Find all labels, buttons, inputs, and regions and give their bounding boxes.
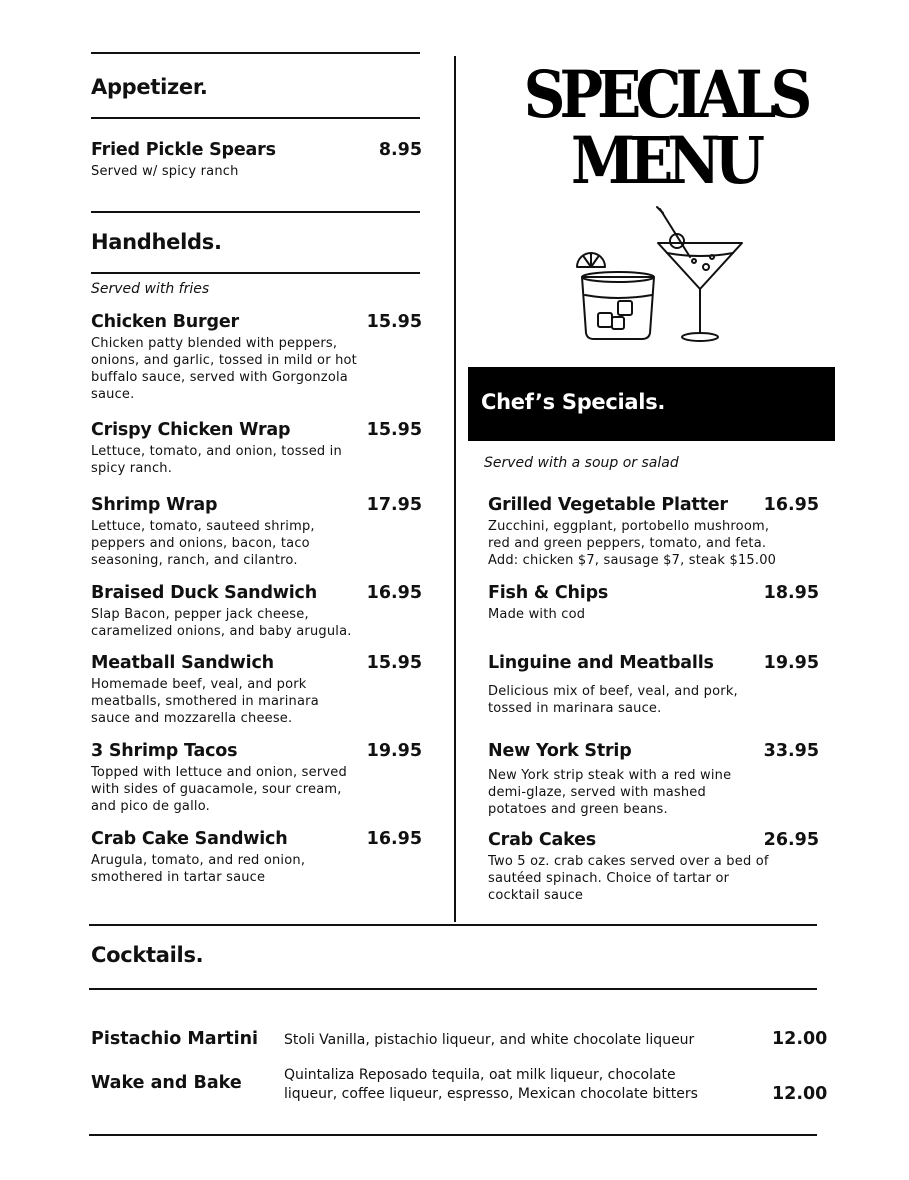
column-divider: [454, 56, 456, 922]
item-description: Chicken patty blended with peppers, onions, and garlic, tossed in mild or hot buffalo sauce, served with Gorgonzola sauce.: [91, 336, 357, 402]
cocktail-description: Stoli Vanilla, pistachio liqueur, and white chocolate liqueur: [284, 1032, 695, 1048]
chefs-note: Served with a soup or salad: [484, 455, 679, 471]
cocktail-name: Pistachio Martini: [91, 1029, 259, 1049]
item-name: Crab Cake Sandwich: [91, 829, 288, 849]
cocktail-glasses-icon: [572, 205, 747, 345]
chefs-specials-banner: [468, 367, 835, 441]
menu-item: [91, 653, 422, 727]
appetizer-heading: Appetizer.: [91, 75, 208, 99]
item-name: Braised Duck Sandwich: [91, 583, 317, 603]
menu-item: [91, 495, 422, 569]
cocktail-description: Quintaliza Reposado tequila, oat milk liqueur, chocolate liqueur, coffee liqueur, espresso, Mexican chocolate bitters: [284, 1067, 698, 1102]
menu-item: [91, 829, 422, 886]
item-price: 26.95: [763, 830, 819, 850]
item-price: 19.95: [366, 741, 422, 761]
rule-handhelds-top: [91, 211, 420, 213]
menu-item: [91, 583, 422, 640]
item-description: Homemade beef, veal, and pork meatballs, smothered in marinara sauce and mozzarella cheese.: [91, 677, 319, 726]
chefs-specials-heading: Chef’s Specials.: [481, 390, 666, 414]
cocktails-heading: Cocktails.: [91, 943, 204, 967]
item-description: Served w/ spicy ranch: [91, 164, 239, 179]
item-price: 33.95: [763, 741, 819, 761]
item-description: Lettuce, tomato, and onion, tossed in spicy ranch.: [91, 444, 342, 476]
menu-item: [91, 420, 422, 477]
menu-title-specials: SPECIALS: [523, 56, 807, 133]
rule-cocktails-top: [89, 924, 817, 926]
item-name: Fish & Chips: [488, 583, 609, 603]
item-price: 15.95: [366, 312, 422, 332]
item-description: New York strip steak with a red wine demi-glaze, served with mashed potatoes and green beans.: [488, 768, 732, 817]
item-description: Slap Bacon, pepper jack cheese, caramelized onions, and baby arugula.: [91, 607, 352, 639]
item-name: Fried Pickle Spears: [91, 140, 276, 160]
rule-handhelds-under: [91, 272, 420, 274]
handhelds-note: Served with fries: [91, 281, 210, 297]
menu-item: [91, 312, 422, 403]
item-name: Crab Cakes: [488, 830, 597, 850]
menu-item: [488, 583, 819, 623]
item-description: Zucchini, eggplant, portobello mushroom, red and green peppers, tomato, and feta. Add: chicken $7, sausage $7, steak $15.00: [488, 519, 777, 568]
cocktail-price: 12.00: [772, 1084, 828, 1104]
item-name: 3 Shrimp Tacos: [91, 741, 238, 761]
item-price: 18.95: [763, 583, 819, 603]
menu-item: [488, 741, 819, 818]
item-price: 16.95: [763, 495, 819, 515]
item-description: Made with cod: [488, 607, 586, 622]
item-name: New York Strip: [488, 741, 632, 761]
rule-cocktails-under: [89, 988, 817, 990]
menu-item: [488, 653, 819, 717]
menu-item: [91, 140, 422, 180]
cocktail-price: 12.00: [772, 1029, 828, 1049]
rule-appetizer-under: [91, 117, 420, 119]
item-name: Grilled Vegetable Platter: [488, 495, 728, 515]
item-description: Delicious mix of beef, veal, and pork, tossed in marinara sauce.: [488, 684, 738, 716]
item-price: 15.95: [366, 420, 422, 440]
item-description: Topped with lettuce and onion, served with sides of guacamole, sour cream, and pico de gallo.: [91, 765, 347, 814]
item-name: Shrimp Wrap: [91, 495, 218, 515]
item-price: 8.95: [378, 140, 422, 160]
item-price: 19.95: [763, 653, 819, 673]
item-description: Lettuce, tomato, sauteed shrimp, peppers and onions, bacon, taco seasoning, ranch, and cilantro.: [91, 519, 315, 568]
item-description: Two 5 oz. crab cakes served over a bed of sautéed spinach. Choice of tartar or cocktail sauce: [488, 854, 769, 903]
menu-title-menu: MENU: [570, 122, 759, 199]
item-name: Chicken Burger: [91, 312, 239, 332]
item-price: 15.95: [366, 653, 422, 673]
item-name: Meatball Sandwich: [91, 653, 274, 673]
item-price: 17.95: [366, 495, 422, 515]
menu-item: [488, 495, 819, 569]
menu-item: [488, 830, 819, 904]
handhelds-heading: Handhelds.: [91, 230, 222, 254]
item-description: Arugula, tomato, and red onion, smothered in tartar sauce: [91, 853, 306, 885]
item-name: Crispy Chicken Wrap: [91, 420, 291, 440]
item-price: 16.95: [366, 583, 422, 603]
menu-item: [91, 741, 422, 815]
item-price: 16.95: [366, 829, 422, 849]
cocktail-name: Wake and Bake: [91, 1073, 242, 1093]
rule-top-left: [91, 52, 420, 54]
rule-bottom: [89, 1134, 817, 1136]
item-name: Linguine and Meatballs: [488, 653, 714, 673]
